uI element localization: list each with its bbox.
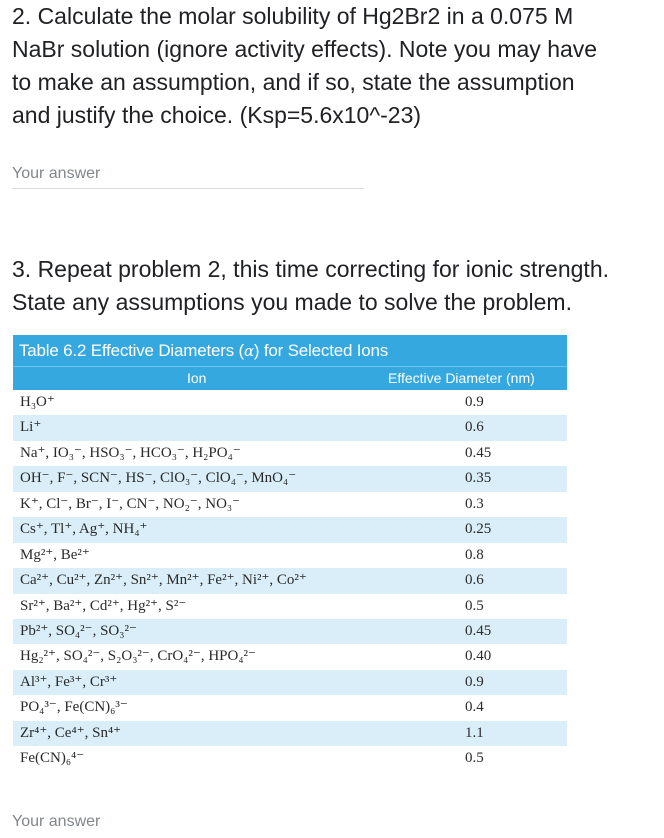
table-header-row <box>13 366 567 390</box>
ion-cell: Zr⁴⁺, Ce⁴⁺, Sn⁴⁺ <box>20 724 122 741</box>
diameter-cell: 0.35 <box>465 470 492 487</box>
table-row <box>13 670 567 695</box>
ion-cell: Hg₂²⁺, SO₄²⁻, S₂O₃²⁻, CrO₄²⁻, HPO₄²⁻ <box>20 648 256 665</box>
diameter-cell: 0.8 <box>465 546 484 563</box>
column-header-diameter: Effective Diameter (nm) <box>388 370 535 386</box>
diameter-cell: 0.45 <box>465 444 492 461</box>
table-row <box>13 415 567 440</box>
diameter-cell: 0.40 <box>465 648 492 665</box>
table-row <box>13 441 567 466</box>
table-row <box>13 695 567 720</box>
table-row <box>13 466 567 491</box>
ion-cell: K⁺, Cl⁻, Br⁻, I⁻, CN⁻, NO₂⁻, NO₃⁻ <box>20 495 241 512</box>
table-row <box>13 517 567 542</box>
diameter-cell: 0.6 <box>465 419 484 436</box>
table-row <box>13 746 567 771</box>
ion-cell: Mg²⁺, Be²⁺ <box>20 546 90 563</box>
table-row <box>13 594 567 619</box>
ion-cell: Fe(CN)₆⁴⁻ <box>20 750 85 767</box>
table-row <box>13 390 567 415</box>
table-row <box>13 619 567 644</box>
ion-cell: Pb²⁺, SO₄²⁻, SO₃²⁻ <box>20 622 137 639</box>
diameter-cell: 0.9 <box>465 394 484 410</box>
ion-cell: Cs⁺, Tl⁺, Ag⁺, NH₄⁺ <box>20 521 148 538</box>
diameter-cell: 0.45 <box>465 622 492 639</box>
table-row <box>13 568 567 593</box>
diameter-cell: 0.3 <box>465 495 484 512</box>
diameter-cell: 0.6 <box>465 572 484 589</box>
ion-cell: Ca²⁺, Cu²⁺, Zn²⁺, Sn²⁺, Mn²⁺, Fe²⁺, Ni²⁺, Co²⁺ <box>20 572 307 589</box>
question-3-text: 3. Repeat problem 2, this time correcting for ionic strength. State any assumptions you made to solve the problem. <box>12 256 610 315</box>
table-row <box>13 492 567 517</box>
ion-cell: Na⁺, IO₃⁻, HSO₃⁻, HCO₃⁻, H₂PO₄⁻ <box>20 444 241 461</box>
table-row <box>13 644 567 669</box>
column-header-ion: Ion <box>187 370 207 386</box>
ion-cell: Al³⁺, Fe³⁺, Cr³⁺ <box>20 673 118 690</box>
table-title-symbol: α <box>243 342 254 360</box>
diameter-cell: 0.9 <box>465 673 484 690</box>
diameter-cell: 0.5 <box>465 750 484 767</box>
table-title-suffix: ) for Selected Ions <box>253 341 389 360</box>
diameter-cell: 1.1 <box>465 724 484 741</box>
question-3-answer-input[interactable] <box>12 808 364 836</box>
diameter-cell: 0.5 <box>465 597 484 614</box>
table-row <box>13 543 567 568</box>
table-title-prefix: Table 6.2 Effective Diameters ( <box>19 341 244 360</box>
table-row <box>13 721 567 746</box>
diameter-cell: 0.4 <box>465 699 484 716</box>
ion-cell: PO₄³⁻, Fe(CN)₆³⁻ <box>20 699 128 716</box>
ion-cell: Sr²⁺, Ba²⁺, Cd²⁺, Hg²⁺, S²⁻ <box>20 597 187 614</box>
ion-cell: Li⁺ <box>20 419 42 436</box>
effective-diameters-table-image <box>13 335 567 777</box>
diameter-cell: 0.25 <box>465 521 492 538</box>
ion-cell: H₃O⁺ <box>20 394 55 410</box>
ion-cell: OH⁻, F⁻, SCN⁻, HS⁻, ClO₃⁻, ClO₄⁻, MnO₄⁻ <box>20 470 297 487</box>
table-title <box>13 335 567 366</box>
question-2-answer-input[interactable] <box>12 160 364 189</box>
question-2-text: 2. Calculate the molar solubility of Hg2Br2 in a 0.075 M NaBr solution (ignore activity effects). Note you may have to make an assumption, and if so, state the assumption and justify the choice. (Ksp=5.6x10^-23) <box>12 3 598 128</box>
